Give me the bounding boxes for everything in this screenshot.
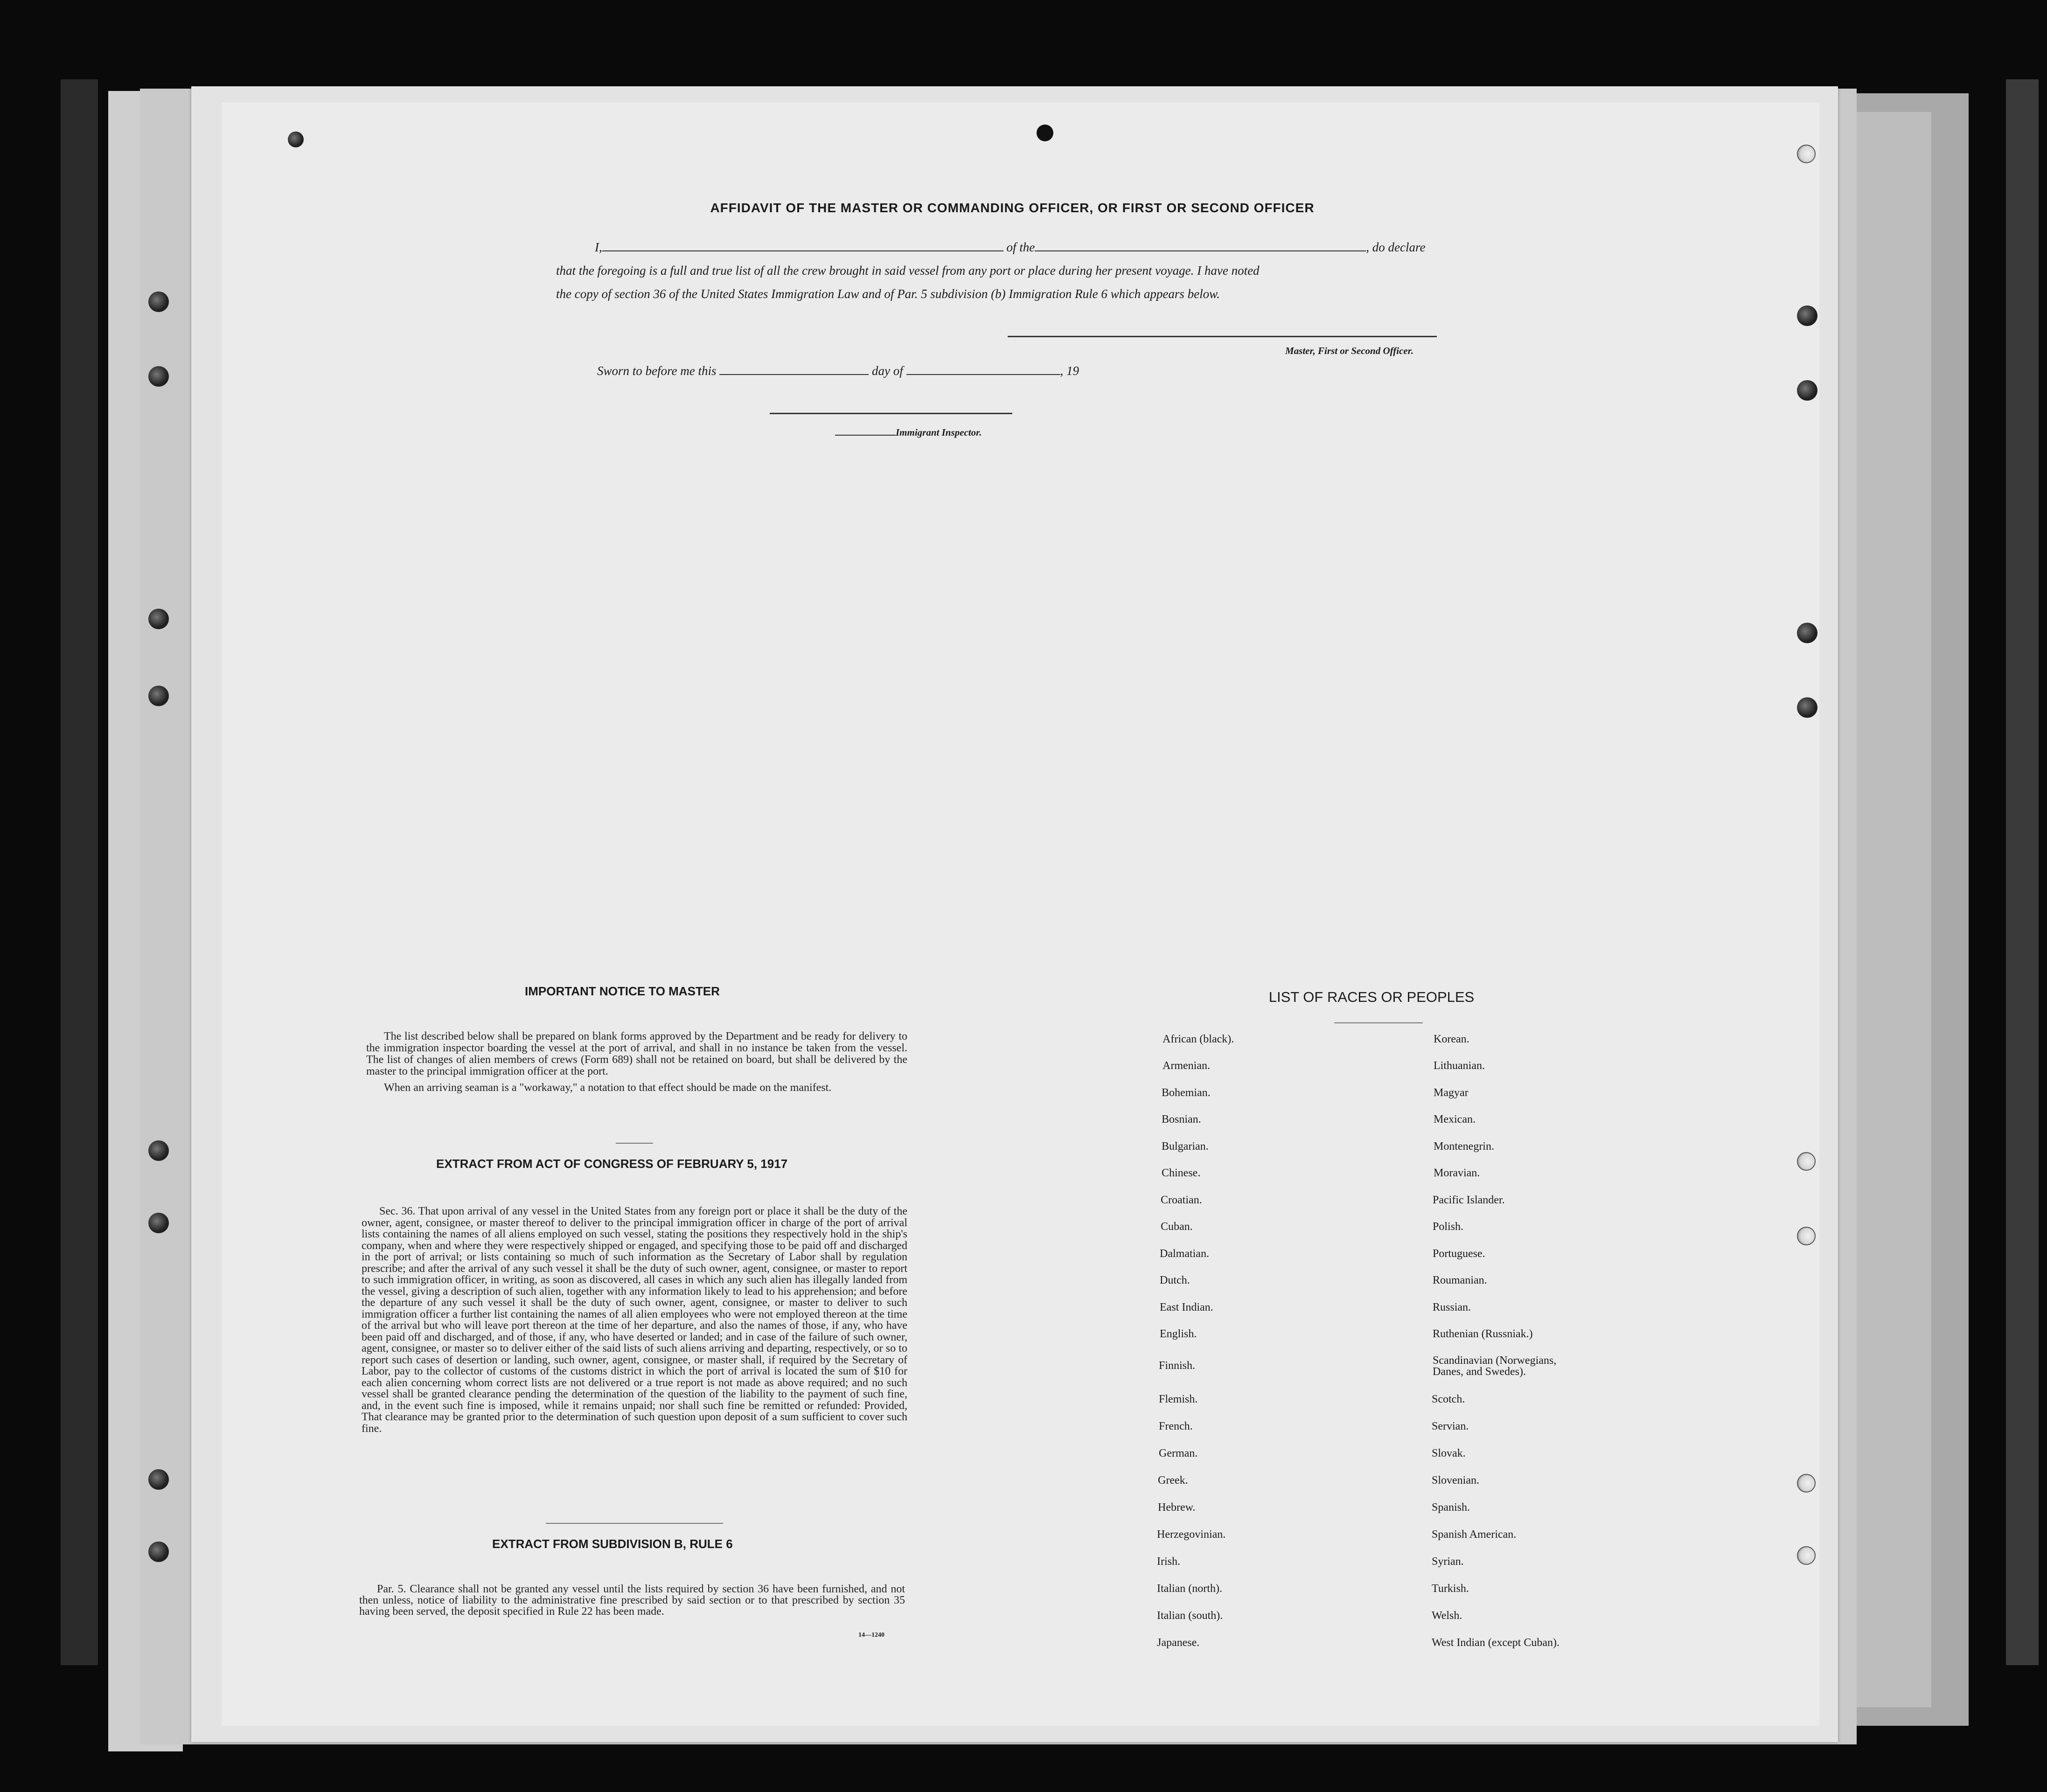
race-item: Bohemian.: [1162, 1087, 1211, 1099]
inspector-prefix-blank: [835, 435, 896, 436]
race-item: Cuban.: [1161, 1221, 1193, 1233]
race-item: Greek.: [1158, 1474, 1188, 1486]
race-item: Italian (north).: [1157, 1583, 1222, 1595]
form-number: 14—1240: [858, 1632, 884, 1639]
race-item: Montenegrin.: [1434, 1140, 1494, 1153]
binder-hole-icon: [1797, 1474, 1816, 1493]
race-item: Bosnian.: [1162, 1113, 1201, 1125]
master-signature-line[interactable]: [1008, 336, 1437, 337]
race-item: Syrian.: [1432, 1556, 1464, 1568]
race-item: Servian.: [1432, 1420, 1469, 1432]
binder-left-strip: [61, 79, 98, 1665]
affidavit-do-declare: , do declare: [1366, 240, 1426, 254]
binder-hole-icon: [1797, 380, 1817, 401]
sworn-line: [597, 364, 1079, 378]
binder-hole-icon: [1797, 1152, 1816, 1171]
affidavit-i: I,: [595, 240, 602, 254]
sworn-year: , 19: [1060, 364, 1079, 378]
race-item: Portuguese.: [1433, 1248, 1485, 1260]
affidavit-of-the: of the: [1006, 240, 1035, 254]
race-item: Pacific Islander.: [1433, 1194, 1505, 1206]
race-item: Slovak.: [1432, 1447, 1466, 1459]
binder-hole-icon: [1797, 1227, 1816, 1245]
race-item: Croatian.: [1161, 1194, 1202, 1206]
notice-paragraph: The list described below shall be prepared on blank forms approved by the Department and be ready for delivery to the immigration inspector boarding the vessel at the port of arrival, and shall in no instance be taken from the vessel. The list of changes of alien members of crews (Form 689) shall not be retained on board, but shall be delivered by the master to the principal immigration officer at the port.: [366, 1030, 907, 1077]
race-item: Italian (south).: [1157, 1610, 1223, 1622]
race-item: Japanese.: [1157, 1637, 1200, 1649]
race-item: Spanish.: [1432, 1501, 1470, 1514]
race-item: Turkish.: [1432, 1583, 1469, 1595]
act-extract-body: [362, 1206, 907, 1439]
race-item: Korean.: [1434, 1033, 1469, 1045]
act-extract-text: Sec. 36. That upon arrival of any vessel in the United States from any foreign port or place it shall be the duty of the owner, agent, consignee, or master thereof to deliver to the principal immigration officer in charge of the port of arrival lists containing the names of all aliens employed on such vessel, stating the positions they respectively hold in the ship's company, when and where they were respectively shipped or engaged, and specifying those to be paid off and discharged in the port of arrival; or lists containing so much of such information as the Secretary of Labor shall by regulation prescribe; and after the arrival of any such vessel it shall be the duty of such owner, agent, consignee, or master to report to such immigration officer, in writing, as soon as discovered, all cases in which any such alien has illegally landed from the vessel, giving a description of such alien, together with any information likely to lead to his apprehension; and before the departure of any such vessel it shall be the duty of such owner, agent, consignee, or master to deliver to such immigration officer a further list containing the names of all alien employees who were not employed thereon at the time of the arrival but who will leave port thereon at the time of her departure, and also the names of those, if any, who have been paid off and discharged, and of those, if any, who have deserted or landed; and in case of the failure of such owner, agent, consignee, or master so to deliver either of the said lists of such aliens arriving and departing, respectively, or so to report such cases of desertion or landing, such owner, agent, consignee, or master shall, if required by the Secretary of Labor, pay to the collector of customs of the customs district in which the port of arrival is located the sum of $10 for each alien concerning whom correct lists are not delivered or a true report is not made as above required; and no such vessel shall be granted clearance pending the determination of the question of the liability to the payment of such fine, and, in the event such fine is imposed, while it remains unpaid; nor shall such fine be remitted or refunded: Provided, That clearance may be granted prior to the determination of such question upon deposit of a sum sufficient to cover such fine.: [362, 1205, 907, 1435]
binder-hole-icon: [148, 609, 169, 629]
inspector-label-text: Immigrant Inspector.: [896, 427, 982, 438]
race-item: Polish.: [1433, 1221, 1464, 1233]
binder-hole-icon: [148, 1213, 169, 1233]
inspector-signature-label: [835, 427, 982, 438]
act-extract-heading: EXTRACT FROM ACT OF CONGRESS OF FEBRUARY 5, 1917: [436, 1157, 788, 1171]
race-item: German.: [1159, 1447, 1198, 1459]
race-item: Hebrew.: [1158, 1501, 1196, 1514]
binder-hole-icon: [148, 292, 169, 312]
race-item: African (black).: [1163, 1033, 1234, 1045]
rule-extract-body: [359, 1584, 905, 1622]
race-item: Mexican.: [1434, 1113, 1476, 1125]
race-item: Chinese.: [1162, 1167, 1201, 1179]
rule-extract-text: Par. 5. Clearance shall not be granted any vessel until the lists required by section 36 have been furnished, and not then unless, notice of liability to the administrative fine prescribed by said section or to that prescribed by section 35 having been served, the deposit specified in Rule 22 has been made.: [359, 1583, 905, 1618]
rule-extract-heading: EXTRACT FROM SUBDIVISION B, RULE 6: [492, 1537, 733, 1551]
sworn-day-of: day of: [872, 364, 903, 378]
race-item: Roumanian.: [1433, 1274, 1487, 1286]
binder-hole-icon: [148, 686, 169, 706]
race-item: Scandinavian (Norwegians, Danes, and Swedes).: [1433, 1354, 1557, 1378]
race-item: Herzegovinian.: [1157, 1528, 1226, 1541]
race-item: Dalmatian.: [1160, 1248, 1209, 1260]
affidavit-declaration-line: [595, 240, 1425, 255]
race-item: Welsh.: [1432, 1610, 1462, 1622]
race-item: Moravian.: [1434, 1167, 1480, 1179]
binder-hole-icon: [148, 1140, 169, 1161]
race-item: East Indian.: [1160, 1301, 1213, 1313]
race-item: Slovenian.: [1432, 1474, 1479, 1486]
binder-hole-icon: [1797, 1546, 1816, 1565]
race-item: French.: [1159, 1420, 1193, 1432]
notice-paragraph: When an arriving seaman is a "workaway," a notation to that effect should be made on the manifest.: [384, 1082, 832, 1094]
underlying-page-right-inner: [1847, 112, 1931, 1707]
sworn-month-blank[interactable]: [906, 374, 1060, 375]
binder-right-strip: [2006, 79, 2039, 1665]
binder-hole-icon: [148, 1469, 169, 1490]
master-name-blank[interactable]: [602, 250, 1003, 251]
divider: [616, 1143, 653, 1144]
race-item: English.: [1160, 1328, 1197, 1340]
master-signature-label: Master, First or Second Officer.: [1285, 345, 1413, 356]
race-item: Finnish.: [1159, 1360, 1196, 1372]
race-item: Flemish.: [1159, 1393, 1198, 1405]
race-item: West Indian (except Cuban).: [1432, 1637, 1560, 1649]
sworn-text: Sworn to before me this: [597, 364, 717, 378]
races-title: LIST OF RACES OR PEOPLES: [1268, 989, 1475, 1005]
sworn-day-blank[interactable]: [719, 374, 869, 375]
inspector-signature-line[interactable]: [770, 413, 1012, 414]
affidavit-text-line: the copy of section 36 of the United States Immigration Law and of Par. 5 subdivision (b) Immigration Rule 6 which appears below.: [556, 287, 1220, 301]
race-item: Scotch.: [1432, 1393, 1465, 1405]
race-item: Lithuanian.: [1434, 1060, 1485, 1072]
binder-hole-icon: [1797, 145, 1816, 163]
notice-body: [366, 1031, 907, 1098]
punch-hole-icon: [1037, 125, 1053, 141]
race-item: Russian.: [1433, 1301, 1471, 1313]
race-item: Irish.: [1157, 1556, 1180, 1568]
divider: [546, 1523, 723, 1524]
binder-hole-icon: [148, 1542, 169, 1562]
affidavit-title: AFFIDAVIT OF THE MASTER OR COMMANDING OFFICER, OR FIRST OR SECOND OFFICER: [710, 201, 1315, 215]
race-item: Bulgarian.: [1162, 1140, 1209, 1153]
vessel-name-blank[interactable]: [1035, 250, 1366, 251]
notice-heading: IMPORTANT NOTICE TO MASTER: [525, 984, 720, 998]
punch-hole-icon: [288, 132, 304, 147]
binder-hole-icon: [148, 366, 169, 387]
race-item: Magyar: [1434, 1087, 1469, 1099]
binder-hole-icon: [1797, 306, 1817, 326]
divider: [1334, 1022, 1423, 1023]
race-item: Dutch.: [1160, 1274, 1190, 1286]
affidavit-text-line: that the foregoing is a full and true list of all the crew brought in said vessel from any port or place during her present voyage. I have noted: [556, 264, 1260, 278]
binder-hole-icon: [1797, 623, 1817, 643]
race-item: Armenian.: [1163, 1060, 1210, 1072]
binder-hole-icon: [1797, 697, 1817, 718]
manifest-page-surface: [222, 103, 1819, 1726]
race-item: Spanish American.: [1432, 1528, 1517, 1541]
race-item: Ruthenian (Russniak.): [1433, 1328, 1533, 1340]
